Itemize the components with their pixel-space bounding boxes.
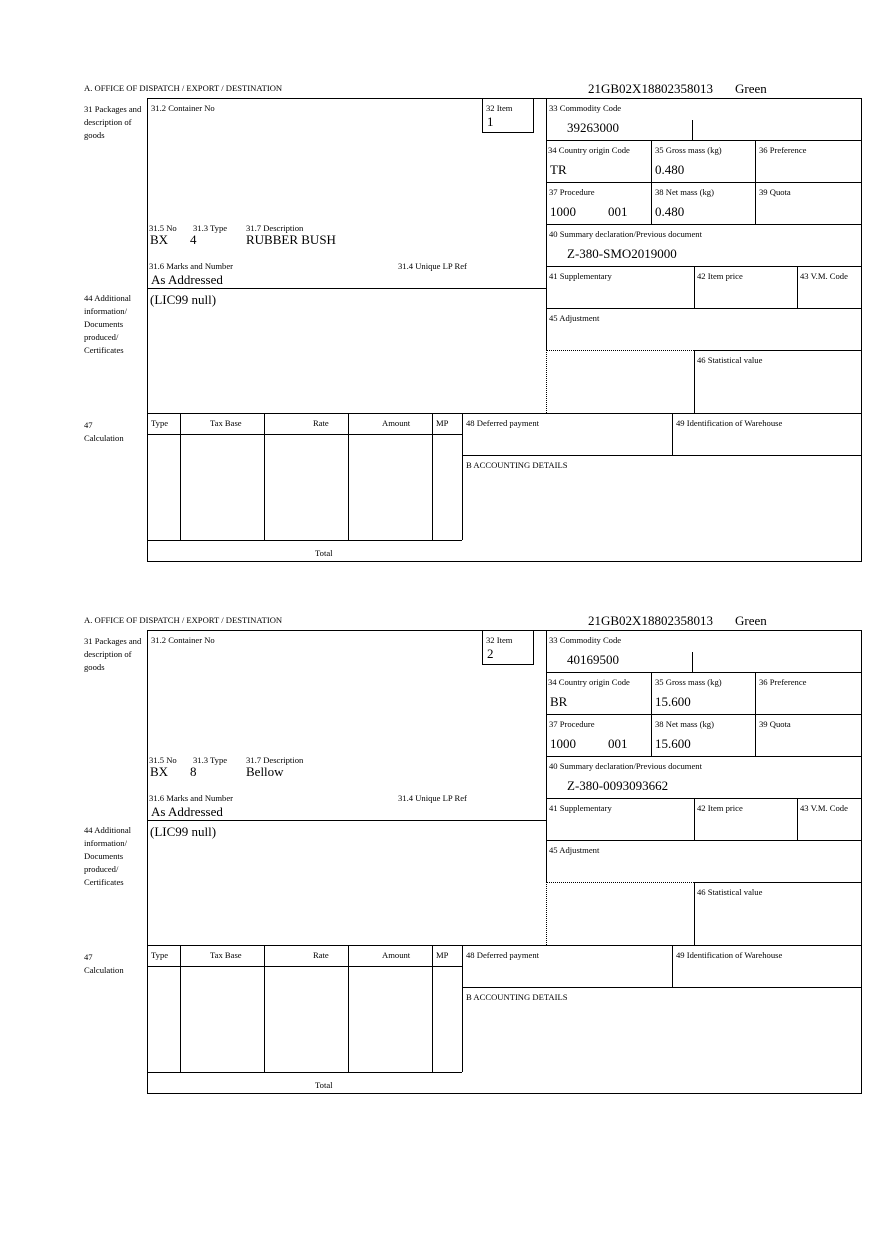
color-code: Green xyxy=(735,81,767,96)
package-kind: BX xyxy=(150,232,169,247)
description-label: 31.7 Description xyxy=(246,755,304,765)
marks-label: 31.6 Marks and Number xyxy=(149,793,234,803)
procedure-label: 37 Procedure xyxy=(549,719,595,729)
color-code: Green xyxy=(735,613,767,628)
reference-number: 21GB02X18802358013 xyxy=(588,81,713,96)
item-value: 1 xyxy=(487,114,494,129)
col-rate-label: Rate xyxy=(313,950,329,960)
packages-label: 31 Packages and description of goods xyxy=(84,104,142,140)
office-label: A. OFFICE OF DISPATCH / EXPORT / DESTINATION xyxy=(84,615,283,625)
summary-decl-label: 40 Summary declaration/Previous document xyxy=(549,229,702,239)
procedure-value-b: 001 xyxy=(608,204,628,219)
calculation-label: 47 Calculation xyxy=(84,420,124,443)
statistical-value-label: 46 Statistical value xyxy=(697,355,763,365)
declaration-form-1 xyxy=(0,0,882,558)
declaration-form-2 xyxy=(0,532,882,1090)
summary-decl-label: 40 Summary declaration/Previous document xyxy=(549,761,702,771)
warehouse-id-label: 49 Identification of Warehouse xyxy=(676,418,783,428)
marks-label: 31.6 Marks and Number xyxy=(149,261,234,271)
col-type-label: Type xyxy=(151,418,169,428)
accounting-label: B ACCOUNTING DETAILS xyxy=(466,992,568,1002)
commodity-code-label: 33 Commodity Code xyxy=(549,635,622,645)
adjustment-label: 45 Adjustment xyxy=(549,845,600,855)
col-amount-label: Amount xyxy=(382,418,411,428)
total-label: Total xyxy=(315,548,333,558)
type-label: 31.3 Type xyxy=(193,755,228,765)
marks-value: As Addressed xyxy=(151,272,223,287)
description-label: 31.7 Description xyxy=(246,223,304,233)
vm-code-label: 43 V.M. Code xyxy=(800,271,848,281)
supplementary-label: 41 Supplementary xyxy=(549,803,612,813)
item-price-label: 42 Item price xyxy=(697,803,743,813)
vm-code-label: 43 V.M. Code xyxy=(800,803,848,813)
procedure-value-b: 001 xyxy=(608,736,628,751)
gross-mass-label: 35 Gross mass (kg) xyxy=(655,677,722,687)
accounting-label: B ACCOUNTING DETAILS xyxy=(466,460,568,470)
preference-label: 36 Preference xyxy=(759,145,807,155)
commodity-code-label: 33 Commodity Code xyxy=(549,103,622,113)
commodity-code-value: 39263000 xyxy=(567,120,619,135)
net-mass-label: 38 Net mass (kg) xyxy=(655,187,714,197)
net-mass-value: 15.600 xyxy=(655,736,691,751)
quota-label: 39 Quota xyxy=(759,719,791,729)
office-label: A. OFFICE OF DISPATCH / EXPORT / DESTINATION xyxy=(84,83,283,93)
supplementary-label: 41 Supplementary xyxy=(549,271,612,281)
col-mp-label: MP xyxy=(436,950,449,960)
item-label: 32 Item xyxy=(486,103,513,113)
goods-description: Bellow xyxy=(246,764,284,779)
package-kind: BX xyxy=(150,764,169,779)
net-mass-label: 38 Net mass (kg) xyxy=(655,719,714,729)
additional-info-label: 44 Additional information/ Documents produced/ Certificates xyxy=(84,825,132,887)
unique-lp-label: 31.4 Unique LP Ref xyxy=(398,793,467,803)
deferred-payment-label: 48 Deferred payment xyxy=(466,950,540,960)
col-amount-label: Amount xyxy=(382,950,411,960)
net-mass-value: 0.480 xyxy=(655,204,685,219)
commodity-code-value: 40169500 xyxy=(567,652,619,667)
country-origin-value: BR xyxy=(550,694,568,709)
adjustment-label: 45 Adjustment xyxy=(549,313,600,323)
calculation-label: 47 Calculation xyxy=(84,952,124,975)
container-no-label: 31.2 Container No xyxy=(151,103,215,113)
additional-info-label: 44 Additional information/ Documents produced/ Certificates xyxy=(84,293,132,355)
procedure-label: 37 Procedure xyxy=(549,187,595,197)
unique-lp-label: 31.4 Unique LP Ref xyxy=(398,261,467,271)
no-label: 31.5 No xyxy=(149,755,177,765)
package-count: 4 xyxy=(190,232,197,247)
additional-info-value: (LIC99 null) xyxy=(150,824,217,839)
type-label: 31.3 Type xyxy=(193,223,228,233)
col-rate-label: Rate xyxy=(313,418,329,428)
gross-mass-value: 0.480 xyxy=(655,162,685,177)
warehouse-id-label: 49 Identification of Warehouse xyxy=(676,950,783,960)
deferred-payment-label: 48 Deferred payment xyxy=(466,418,540,428)
item-value: 2 xyxy=(487,646,494,661)
preference-label: 36 Preference xyxy=(759,677,807,687)
col-tax-base-label: Tax Base xyxy=(210,418,242,428)
container-no-label: 31.2 Container No xyxy=(151,635,215,645)
col-type-label: Type xyxy=(151,950,169,960)
summary-decl-value: Z-380-SMO2019000 xyxy=(567,246,677,261)
statistical-value-label: 46 Statistical value xyxy=(697,887,763,897)
item-price-label: 42 Item price xyxy=(697,271,743,281)
reference-number: 21GB02X18802358013 xyxy=(588,613,713,628)
package-count: 8 xyxy=(190,764,197,779)
packages-label: 31 Packages and description of goods xyxy=(84,636,142,672)
summary-decl-value: Z-380-0093093662 xyxy=(567,778,669,793)
country-origin-label: 34 Country origin Code xyxy=(548,677,630,687)
item-label: 32 Item xyxy=(486,635,513,645)
goods-description: RUBBER BUSH xyxy=(246,232,336,247)
gross-mass-label: 35 Gross mass (kg) xyxy=(655,145,722,155)
quota-label: 39 Quota xyxy=(759,187,791,197)
country-origin-label: 34 Country origin Code xyxy=(548,145,630,155)
no-label: 31.5 No xyxy=(149,223,177,233)
gross-mass-value: 15.600 xyxy=(655,694,691,709)
procedure-value-a: 1000 xyxy=(550,736,576,751)
country-origin-value: TR xyxy=(550,162,567,177)
total-label: Total xyxy=(315,1080,333,1090)
additional-info-value: (LIC99 null) xyxy=(150,292,217,307)
col-mp-label: MP xyxy=(436,418,449,428)
procedure-value-a: 1000 xyxy=(550,204,576,219)
marks-value: As Addressed xyxy=(151,804,223,819)
col-tax-base-label: Tax Base xyxy=(210,950,242,960)
